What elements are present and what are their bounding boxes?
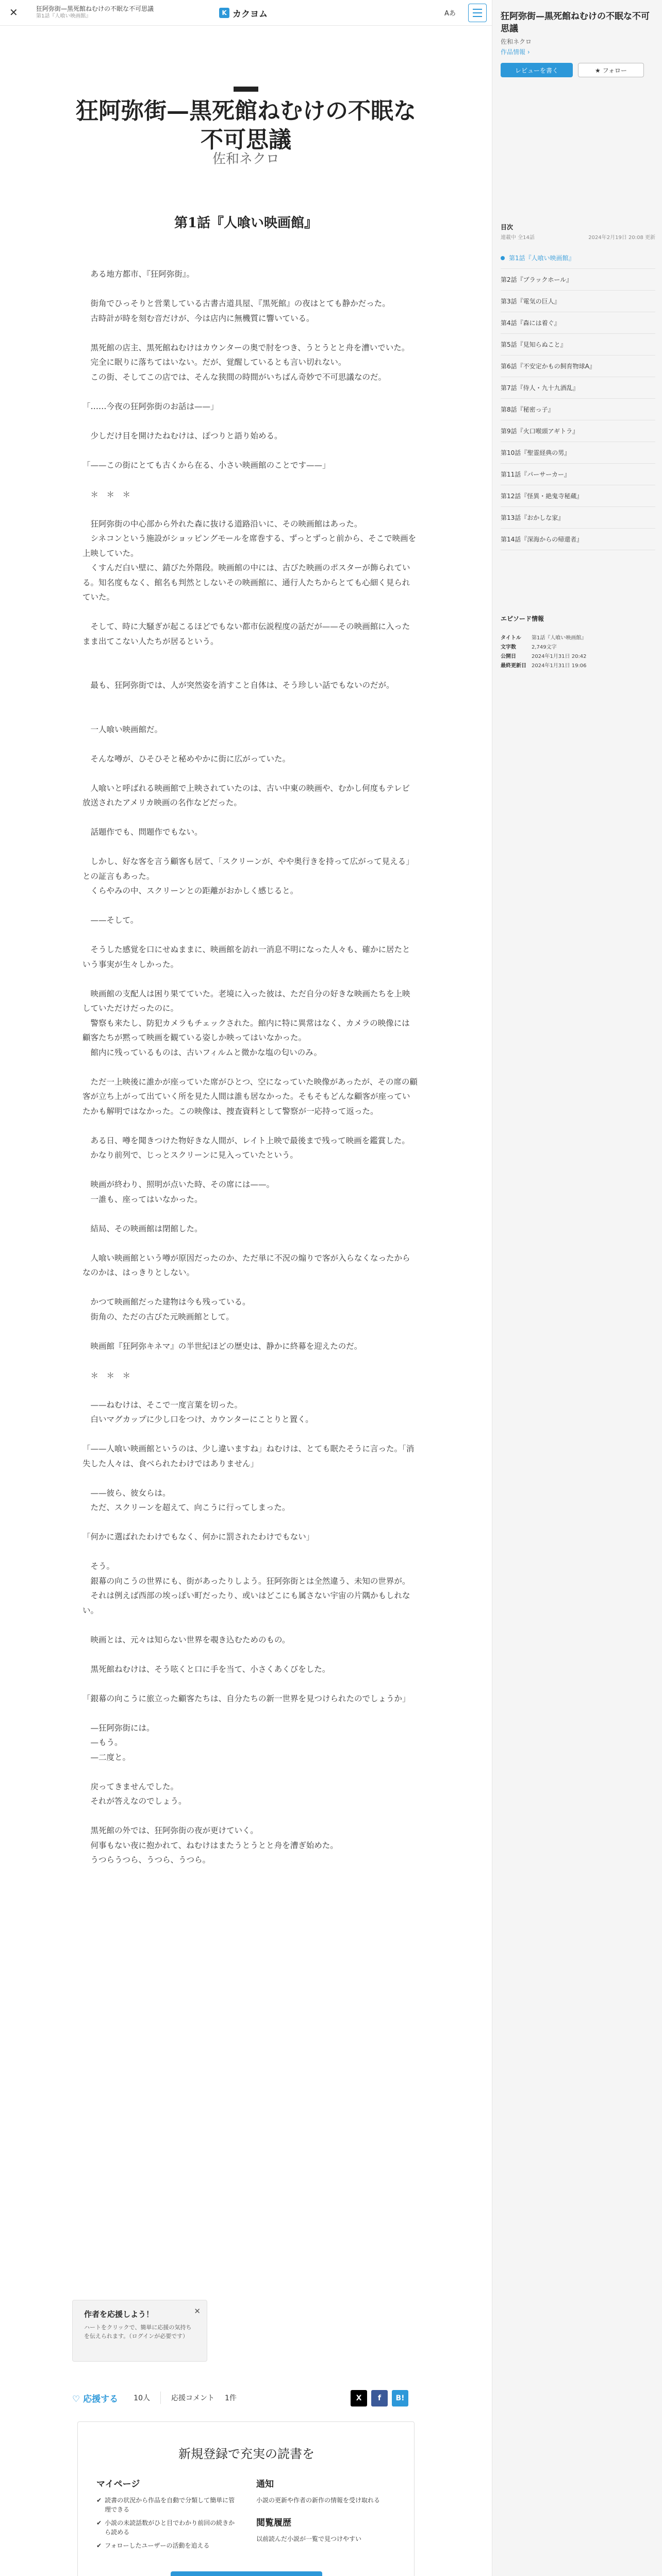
body-paragraph: 黒死館の店主、黒死館ねむけはカウンターの奥で肘をつき、うとうとと舟を漕いでいた。 [82, 343, 410, 352]
history-heading: 閲覧履歴 [256, 2518, 291, 2528]
body-paragraph [82, 384, 418, 399]
body-paragraph: 黒死館ねむけは、そう呟くと口に手を当て、小さくあくびをした。 [82, 1664, 330, 1674]
body-paragraph [82, 605, 418, 620]
info-key: 最終更新日 [501, 663, 526, 669]
info-row [501, 652, 655, 662]
info-value: 2,749文字 [532, 645, 557, 650]
body-paragraph: 戻ってきませんでした。 [82, 1782, 179, 1791]
toc-episode-label: 第13話『おかしな家』 [501, 514, 565, 521]
follow-button[interactable]: ★ フォロー [578, 63, 644, 77]
body-paragraph: 「——人喰い映画館というのは、少し違いますね」ねむけは、とても眠たそうに言った。「消失した人々は、食べられたわけではありません」 [82, 1444, 415, 1468]
facebook-share-icon[interactable]: f [371, 2390, 388, 2406]
body-paragraph [82, 1427, 418, 1442]
toc-episode-item[interactable] [501, 247, 655, 269]
body-paragraph: 一誰も、座ってはいなかった。 [82, 1194, 203, 1204]
toc-heading: 目次 [501, 224, 514, 231]
body-paragraph [82, 1060, 418, 1075]
info-row [501, 662, 655, 671]
sidebar-author[interactable]: 佐和ネクロ [501, 38, 532, 45]
toc-episode-item[interactable] [501, 334, 655, 355]
body-paragraph [82, 1618, 418, 1633]
divider [160, 2392, 161, 2404]
body-paragraph: 白いマグカップに少し口をつけ、カウンターにことりと置く。 [82, 1415, 313, 1424]
body-paragraph [82, 693, 418, 708]
body-paragraph: この街、そしてこの店では、そんな狭間の時間がいちばん奇妙で不可思議なのだ。 [82, 372, 387, 382]
body-paragraph: 話題作でも、問題作でもない。 [82, 827, 203, 837]
body-paragraph: そんな噂が、ひそひそと秘めやかに街に広がっていた。 [82, 754, 291, 764]
work-title[interactable]: 狂阿弥街—黒死館ねむけの不眠な不可思議 [76, 98, 416, 153]
font-settings-button[interactable]: Aあ [444, 10, 456, 18]
body-paragraph: そう。 [82, 1562, 115, 1571]
body-paragraph: 人喰い映画館という噂が原因だったのか、ただ単に不況の煽りで客が入らなくなったからなのかは、はっきりとしない。 [82, 1253, 410, 1277]
toc-episode-item[interactable] [501, 464, 655, 485]
body-paragraph: ＊ ＊ ＊ [82, 1370, 131, 1380]
body-paragraph: シネコンという施設がショッピングモールを席巻する、ずっとずっと前から、そこで映画を上映していた。 [82, 534, 417, 558]
body-paragraph: ——彼ら、彼女らは。 [82, 1488, 171, 1498]
feature-item: ✔ フォローしたユーザーの活動を追える [96, 2542, 210, 2549]
body-paragraph: かなり前列で、じっとスクリーンに見入っていたという。 [82, 1150, 298, 1160]
body-paragraph: そうした感覚を口にせぬままに、映画館を訪れ一消息不明になった人々も、確かに居たという事実が生々しかった。 [82, 945, 410, 969]
body-paragraph: ただ、スクリーンを超えて、向こうに行ってしまった。 [82, 1503, 290, 1512]
info-value: 2024年1月31日 20:42 [532, 654, 587, 659]
episode-title: 第1話『人喰い映画館』 [174, 215, 318, 231]
info-value: 第1話『人喰い映画館』 [532, 635, 587, 641]
feature-item: ✔ 小説の未読話数がひと目でわかり前回の続きから読める [96, 2519, 235, 2536]
body-paragraph: そして、時に大騒ぎが起こるほどでもない都市伝説程度の話だが——その映画館に入ったまま出てこない人たちが居るという。 [82, 622, 410, 646]
body-paragraph: 映画が終わり、照明が点いた時、その席には——。 [82, 1180, 275, 1189]
register-button[interactable] [171, 2571, 322, 2576]
toc-episode-item[interactable] [501, 312, 655, 334]
close-icon[interactable]: ✕ [194, 2307, 201, 2316]
x-share-icon[interactable]: X [351, 2390, 367, 2406]
body-paragraph: ＊ ＊ ＊ [82, 489, 131, 499]
info-row [501, 634, 655, 643]
body-paragraph: 街角でひっそりと営業している古書古道具屋、『黒死館』の夜はとても静かだった。 [82, 299, 390, 308]
toc-episode-label: 第14話『深海からの帰還者』 [501, 536, 583, 543]
notify-heading: 通知 [256, 2479, 274, 2489]
body-paragraph: 「……今夜の狂阿弥街のお話は——」 [82, 401, 219, 411]
logo-mark-icon: K [219, 8, 229, 18]
toc-episode-label: 第4話『森には着ぐ』 [501, 319, 560, 327]
episode-info [501, 634, 655, 671]
check-icon: ✔ [96, 2542, 102, 2549]
info-value: 2024年1月31日 19:06 [532, 663, 587, 669]
feature-item: ✔ 読書の状況から作品を自動で分類して簡単に管理できる [96, 2497, 235, 2513]
body-paragraph: 映画とは、元々は知らない世界を覗き込むためのもの。 [82, 1635, 290, 1645]
body-paragraph: ある日、噂を聞きつけた物好きな人間が、レイト上映で最後まで残って映画を鑑賞した。 [82, 1136, 410, 1145]
feature-item: 以前読んだ小説が一覧で見つけやすい [256, 2535, 362, 2543]
title-decoration-bar [234, 87, 258, 92]
toc-episode-label: 第1話『人喰い映画館』 [509, 255, 575, 262]
body-paragraph [82, 1706, 418, 1721]
body-paragraph [82, 1676, 418, 1691]
body-paragraph: 映画館の支配人は困り果てていた。老境に入った彼は、ただ自分の好きな映画たちを上映していただけだったのに。 [82, 989, 410, 1013]
support-heading: 作者を応援しよう！ [84, 2310, 154, 2319]
header-episode-subtitle: 第1話『人喰い映画館』 [36, 13, 91, 19]
body-paragraph: 最も、狂阿弥街では、人が突然姿を消すこと自体は、そう珍しい話でもないのだが。 [82, 681, 394, 690]
toc-episode-label: 第10話『聖霊経典の男』 [501, 449, 571, 456]
toc-episode-label: 第5話『見知らぬこと』 [501, 341, 567, 348]
toc-episode-label: 第8話『秘密っ子』 [501, 406, 554, 413]
body-paragraph [82, 1324, 418, 1339]
toc-episode-label: 第7話『侍人・九十九酒乱』 [501, 384, 579, 392]
sidebar-work-title[interactable]: 狂阿弥街—黒死館ねむけの不眠な不可思議 [501, 11, 650, 34]
feature-item: 小説の更新や作者の新作の情報を受け取れる [256, 2497, 380, 2504]
body-paragraph [82, 1765, 418, 1780]
body-paragraph [82, 502, 418, 517]
episode-body [82, 267, 418, 1868]
info-key: 文字数 [501, 645, 516, 650]
body-paragraph [82, 1383, 418, 1398]
body-paragraph: くすんだ白い壁に、錆びた外階段。映画館の中には、古びた映画のポスターが飾られている。知名度もなく、館名も判然としないその映画館に、通行人たちからとても心細く見られていた。 [82, 563, 410, 602]
body-paragraph: かつて映画館だった建物は今も残っている。 [82, 1297, 251, 1307]
current-dot-icon [501, 256, 505, 260]
menu-icon[interactable] [468, 4, 487, 22]
body-paragraph: 完全に眠りに落ちてはいない。だが、覚醒しているとも言い切れない。 [82, 358, 346, 367]
notify-column [256, 2477, 395, 2548]
toc-episode-label: 第12話『怪異・絶鬼寺秘蔵』 [501, 493, 583, 500]
hatena-share-icon[interactable]: B! [392, 2390, 408, 2406]
support-prompt [72, 2300, 207, 2362]
signup-heading: 新規登録で充実の読書を [178, 2447, 315, 2461]
logo-text: カクヨム [233, 9, 268, 20]
toc-episode-item[interactable] [501, 485, 655, 507]
info-row [501, 643, 655, 652]
body-paragraph: ある地方都市、『狂阿弥街』。 [82, 269, 195, 279]
body-paragraph [82, 810, 418, 825]
body-paragraph [82, 972, 418, 987]
toc-episode-item[interactable] [501, 377, 655, 399]
body-paragraph: —狂阿弥街には。 [82, 1723, 155, 1733]
toc-episode-label: 第9話『火口喉頭アギトラ』 [501, 428, 579, 435]
body-paragraph [82, 1353, 418, 1368]
body-paragraph [82, 443, 418, 458]
body-paragraph [82, 899, 418, 913]
work-info-link[interactable]: 作品情報 › [501, 48, 530, 56]
share-buttons [351, 2390, 408, 2406]
body-paragraph [82, 649, 418, 664]
body-paragraph: それが答えなのでしょう。 [82, 1797, 187, 1806]
body-paragraph [82, 664, 418, 679]
toc-episode-label: 第6話『不安定かもの飼育物球A』 [501, 363, 595, 370]
toc-episode-item[interactable] [501, 291, 655, 312]
body-paragraph: 結局、その映画館は閉館した。 [82, 1224, 203, 1233]
top-bar [0, 0, 492, 26]
mypage-column [96, 2477, 236, 2554]
toc-episode-item[interactable] [501, 420, 655, 442]
body-paragraph [82, 1207, 418, 1222]
site-logo[interactable] [219, 7, 268, 19]
body-paragraph: 何事もない夜に抱かれて、ねむけはまたうとうとと舟を漕ぎ始めた。 [82, 1840, 338, 1850]
body-paragraph: 狂阿弥街の中心部から外れた森に抜ける道路沿いに、その映画館はあった。 [82, 519, 362, 529]
close-icon[interactable]: ✕ [9, 6, 18, 19]
episode-info-heading: エピソード情報 [501, 615, 544, 622]
body-paragraph: それは例えば西部の埃っぽい町だったり、或いはどこにも属さない宇宙の片隅かもしれない。 [82, 1591, 410, 1615]
toc-meta [501, 233, 655, 241]
body-paragraph: 人喰いと呼ばれる映画館で上映されていたのは、古い中東の映画や、むかし何度もテレビ放送されたアメリカ映画の名作などだった。 [82, 783, 410, 807]
body-paragraph [82, 1280, 418, 1295]
body-paragraph: ——ねむけは、そこで一度言葉を切った。 [82, 1400, 243, 1410]
signup-card [77, 2421, 415, 2576]
body-paragraph: 一人喰い映画館だ。 [82, 724, 163, 734]
write-review-button[interactable]: レビューを書く [501, 63, 573, 77]
body-paragraph [82, 472, 418, 487]
body-paragraph: —二度と。 [82, 1752, 131, 1762]
header-work-title[interactable]: 狂阿弥街—黒死館ねむけの不眠な不可思議 [36, 5, 154, 12]
body-paragraph: 銀幕の向こうの世界にも、街があったりしよう。狂阿弥街とは全然違う、未知の世界が。 [82, 1576, 410, 1586]
toc-episode-label: 第11話『パーサーカー』 [501, 471, 571, 478]
support-text: ハートをクリックで、簡単に応援の気持ちを伝えられます。（ログインが必要です） [84, 2324, 192, 2340]
like-button[interactable]: ♡ 応援する [72, 2394, 119, 2404]
body-paragraph [82, 707, 418, 722]
check-icon: ✔ [96, 2519, 102, 2527]
body-paragraph: 古時計が時を刻む音だけが、今は店内に無機質に響いている。 [82, 313, 315, 323]
body-paragraph: ——そして。 [82, 916, 139, 925]
body-paragraph [82, 1236, 418, 1251]
body-paragraph: —もう。 [82, 1738, 123, 1747]
toc-episode-item[interactable] [501, 355, 655, 377]
body-paragraph [82, 1545, 418, 1560]
body-paragraph [82, 326, 418, 341]
body-paragraph: 街角の、ただの古びた元映画館として。 [82, 1312, 234, 1321]
body-paragraph [82, 840, 418, 855]
body-paragraph [82, 282, 418, 297]
toc-updated: 2024年2月19日 20:08 更新 [588, 235, 655, 241]
body-paragraph [82, 1163, 418, 1178]
body-paragraph [82, 928, 418, 943]
check-icon: ✔ [96, 2497, 102, 2504]
body-paragraph: 「何かに選ばれたわけでもなく、何かに罰されたわけでもない」 [82, 1532, 315, 1541]
body-paragraph [82, 414, 418, 429]
like-count[interactable]: 10人 [134, 2394, 150, 2402]
toc-episode-item[interactable] [501, 529, 655, 550]
toc-list [501, 247, 655, 550]
body-paragraph [82, 766, 418, 781]
comment-button[interactable]: 応援コメント [171, 2394, 214, 2402]
work-author[interactable]: 佐和ネクロ [212, 151, 279, 167]
sidebar [492, 0, 662, 2576]
toc-episode-label: 第3話『電気の巨人』 [501, 298, 560, 305]
comment-count[interactable]: 1件 [225, 2394, 237, 2402]
body-paragraph: 「銀幕の向こうに旅立った顧客たちは、自分たちの新一世界を見つけられたのでしょうか」 [82, 1693, 410, 1703]
body-paragraph [82, 1118, 418, 1133]
body-paragraph: 館内に残っているものは、古いフィルムと微かな塩の匂いのみ。 [82, 1047, 322, 1057]
body-paragraph: 黒死館の外では、狂阿弥街の夜が更けていく。 [82, 1826, 258, 1835]
body-paragraph [82, 1515, 418, 1530]
body-paragraph [82, 737, 418, 752]
toc-episode-item[interactable] [501, 442, 655, 464]
info-key: 公開日 [501, 654, 516, 659]
body-paragraph: しかし、好な客を言う顧客も居て、「スクリーンが、やや奥行きを持って広がって見える」との証言もあった。 [82, 857, 414, 881]
body-paragraph: ただ一上映後に誰かが座っていた席がひとつ、空になっていた映像があったが、その席の顧客が立ち上がって出ていく所を見た人間は誰も居なかった。そもそもどんな顧客が座っていたかも解明ではなかった。この映像は、捜査資料として警察が一応持って返った。 [82, 1077, 418, 1116]
info-key: タイトル [501, 635, 521, 641]
toc-episode-item[interactable] [501, 507, 655, 529]
toc-status: 連載中 全14話 [501, 235, 535, 241]
toc-episode-label: 第2話『ブラックホール』 [501, 276, 573, 283]
body-paragraph [82, 1809, 418, 1824]
toc-episode-item[interactable] [501, 269, 655, 291]
toc-episode-item[interactable] [501, 399, 655, 420]
body-paragraph: 警察も来たし、防犯カメラもチェックされた。館内に特に異常はなく、カメラの映像には顧客たちが黙って映画を観ている姿しか映ってはいなかった。 [82, 1018, 410, 1042]
body-paragraph [82, 1647, 418, 1662]
body-paragraph: くらやみの中、スクリーンとの距離がおかしく感じると。 [82, 886, 299, 895]
body-paragraph [82, 1471, 418, 1486]
body-paragraph: 少しだけ目を開けたねむけは、ぽつりと語り始める。 [82, 431, 283, 440]
body-paragraph: 映画館『狂阿弥キネマ』の半世紀ほどの歴史は、静かに終幕を迎えたのだ。 [82, 1341, 362, 1351]
body-paragraph: うつらうつら、うつら、うつら。 [82, 1855, 211, 1865]
body-paragraph: 「——この街にとても古くから在る、小さい映画館のことです——」 [82, 460, 330, 470]
mypage-heading: マイページ [96, 2479, 140, 2489]
